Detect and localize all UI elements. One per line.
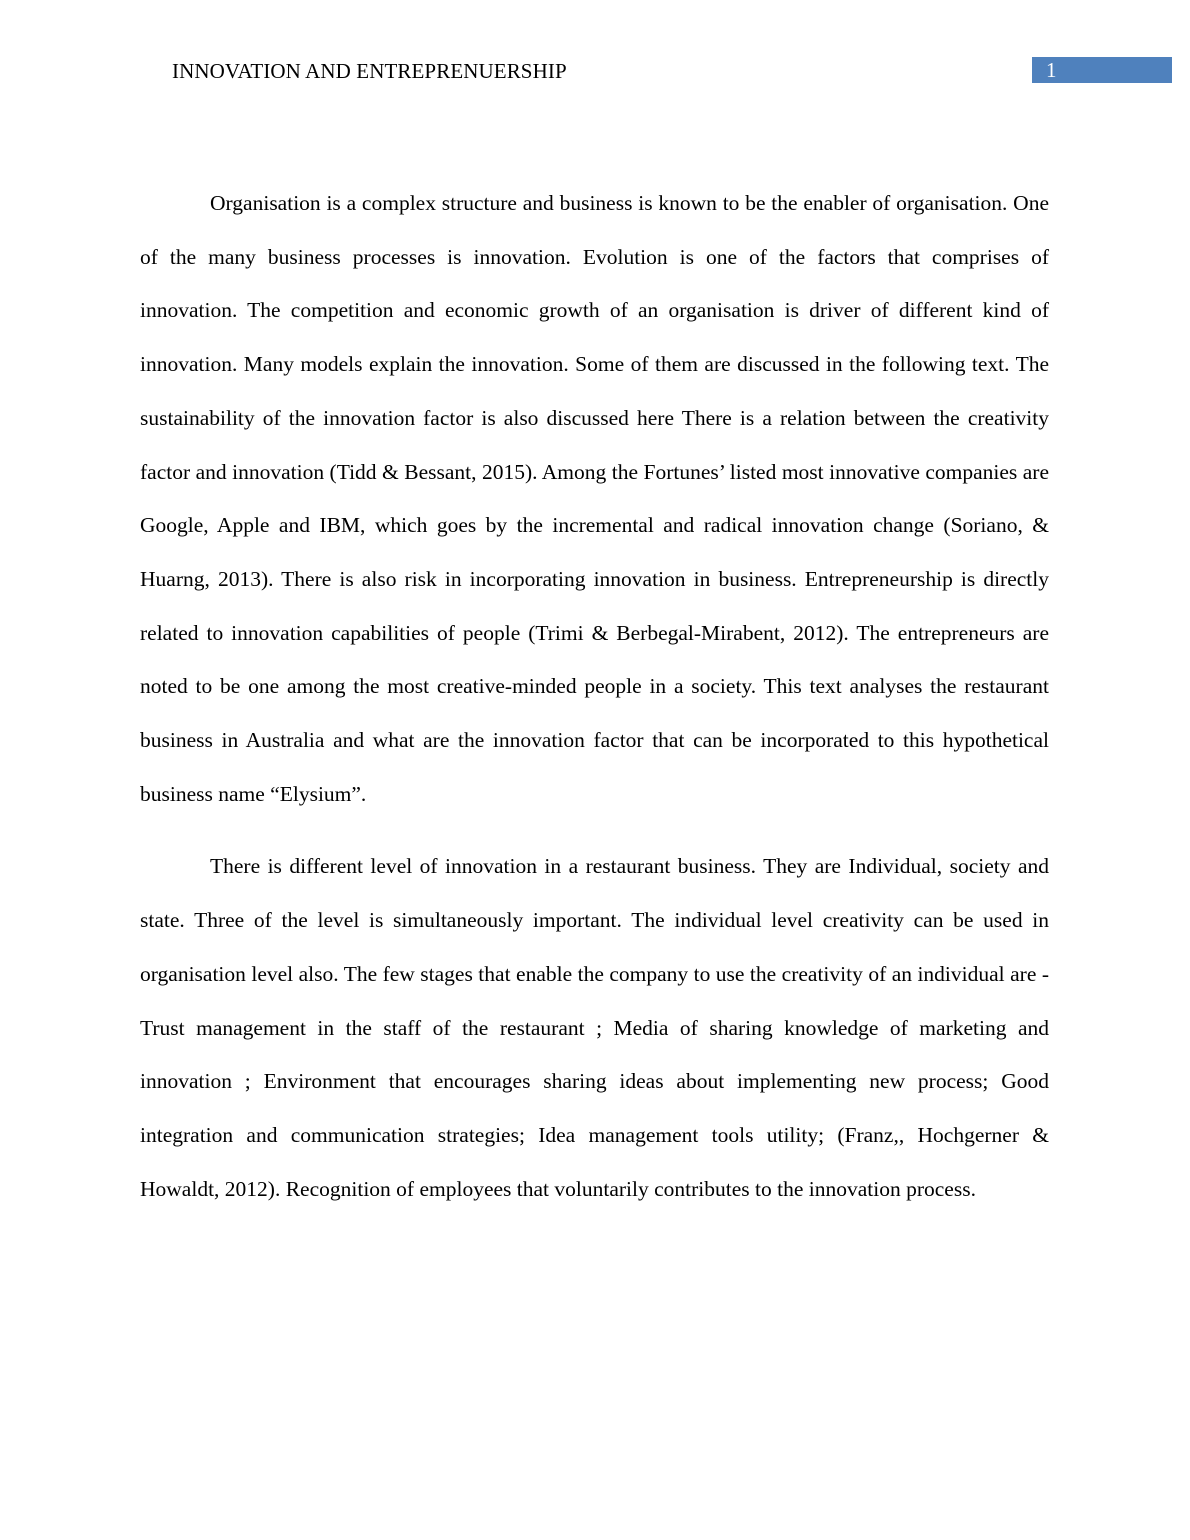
page-number: 1 [1046,58,1057,82]
paragraph-innovation-levels: There is different level of innovation in a restaurant business. They are Individual, society and state. Three of the level is simultaneously important. The individual level creativity can be used in organisation level also. The few stages that enable the company to use the creativity of an individual are - Trust management in the staff of the restaurant ; Media of sharing knowledge of marketing and innovation ; Environment that encourages sharing ideas about implementing new process; Good integration and communication strategies; Idea management tools utility; (Franz,, Hochgerner & Howaldt, 2012). Recognition of employees that voluntarily contributes to the innovation process. [140,854,1049,1201]
document-body [140,177,1049,1235]
running-head: INNOVATION AND ENTREPRENUERSHIP [172,59,567,83]
paragraph-introduction: Organisation is a complex structure and business is known to be the enabler of organisation. One of the many business processes is innovation. Evolution is one of the factors that comprises of innovation. The competition and economic growth of an organisation is driver of different kind of innovation. Many models explain the innovation. Some of them are discussed in the following text. The sustainability of the innovation factor is also discussed here There is a relation between the creativity factor and innovation (Tidd & Bessant, 2015). Among the Fortunes’ listed most innovative companies are Google, Apple and IBM, which goes by the incremental and radical innovation change (Soriano, & Huarng, 2013). There is also risk in incorporating innovation in business. Entrepreneurship is directly related to innovation capabilities of people (Trimi & Berbegal-Mirabent, 2012). The entrepreneurs are noted to be one among the most creative-minded people in a society. This text analyses the restaurant business in Australia and what are the innovation factor that can be incorporated to this hypothetical business name “Elysium”. [140,191,1049,806]
page-number-box [1032,57,1172,83]
